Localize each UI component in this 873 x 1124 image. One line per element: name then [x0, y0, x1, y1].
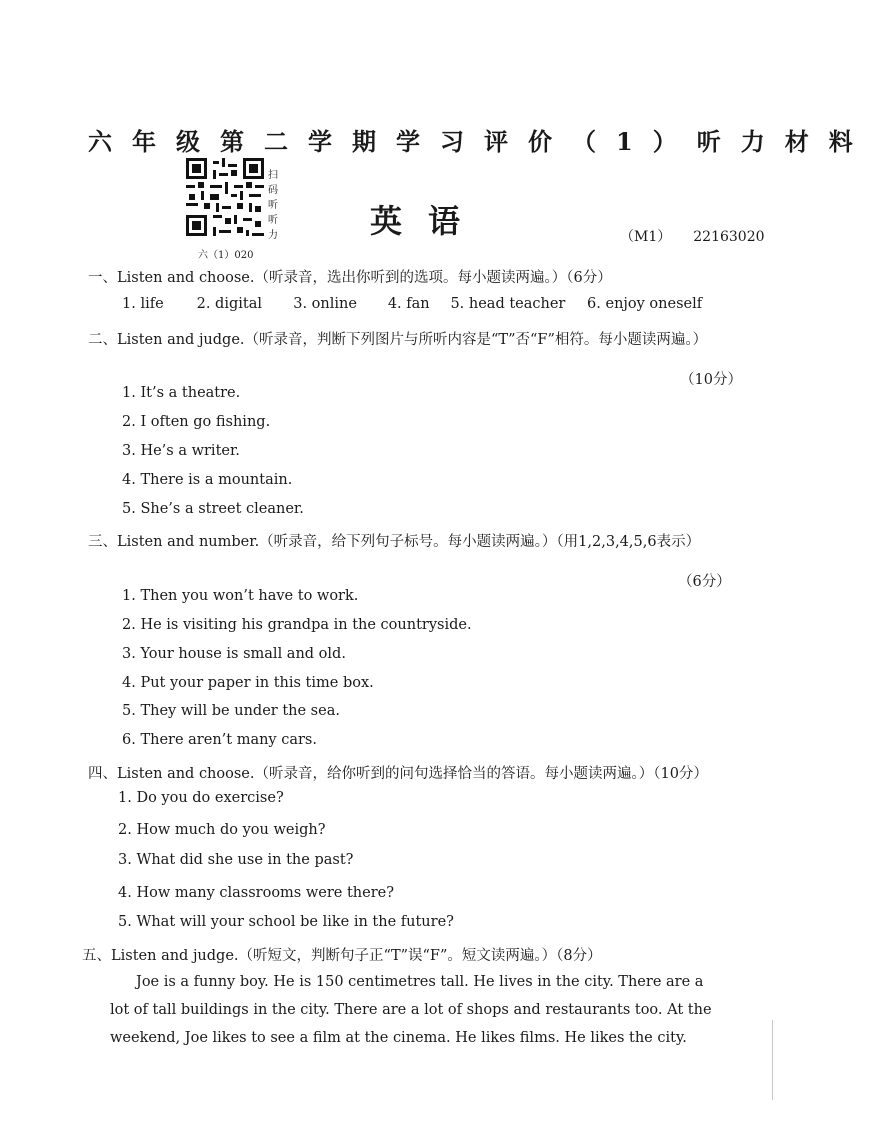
list-item: 4. Put your paper in this time box.	[122, 675, 374, 691]
list-item: 5. They will be under the sea.	[122, 703, 340, 719]
list-item: 3. What did she use in the past?	[118, 852, 354, 868]
section-heading: 三、Listen and number.（听录音，给下列句子标号。每小题读两遍。）（用1,2,3,4,5,6表示）	[88, 534, 701, 550]
section-heading: 二、Listen and judge.（听录音，判断下列图片与所听内容是“T”否“F”相符。每小题读两遍。）	[88, 332, 708, 348]
list-item: 5. head teacher	[450, 296, 566, 312]
list-item: 4. There is a mountain.	[122, 472, 293, 488]
list-item: 3. online	[293, 296, 357, 312]
scan-edge-line	[772, 1020, 773, 1100]
exam-code	[620, 226, 765, 246]
passage-text: Joe is a funny boy. He is 150 centimetres tall. He lives in the city. There are a lot of tall buildings in the city. There are a lot of shops and restaurants too. At the weekend, Joe likes to see a film at the cinema. He likes films. He likes the city.	[110, 974, 712, 1046]
list-item: 1. Do you do exercise?	[118, 790, 284, 806]
list-item: 4. How many classrooms were there?	[118, 885, 394, 901]
list-item: 2. digital	[196, 296, 263, 312]
list-item: 6. There aren’t many cars.	[122, 732, 317, 748]
section-1-items	[122, 296, 702, 312]
list-item: 1. It’s a theatre.	[122, 385, 241, 401]
list-item: 5. What will your school be like in the future?	[118, 914, 454, 930]
list-item: 2. I often go fishing.	[122, 414, 271, 430]
qr-code-icon	[186, 158, 264, 236]
subject-title: 英语	[370, 202, 487, 240]
list-item: 6. enjoy oneself	[587, 296, 703, 312]
list-item: 2. He is visiting his grandpa in the countryside.	[122, 617, 472, 633]
list-item: 1. Then you won’t have to work.	[122, 588, 359, 604]
list-item: 3. He’s a writer.	[122, 443, 240, 459]
qr-side-text: 扫码听听力	[268, 170, 278, 241]
qr-code-label: 六（1）020	[198, 250, 254, 261]
section-heading: 一、Listen and choose.（听录音，选出你听到的选项。每小题读两遍。）（6分）	[88, 270, 612, 286]
section-score: （10分）	[680, 372, 742, 388]
list-item: 3. Your house is small and old.	[122, 646, 346, 662]
edition-label: （M1）	[620, 229, 672, 245]
list-item: 5. She’s a street cleaner.	[122, 501, 304, 517]
code-number: 22163020	[693, 229, 765, 245]
page-title: 六年级第二学期学习评价（1）听力材料	[88, 127, 873, 156]
list-item: 2. How much do you weigh?	[118, 822, 326, 838]
list-item: 4. fan	[387, 296, 430, 312]
section-heading: 五、Listen and judge.（听短文，判断句子正“T”误“F”。短文读两遍。）（8分）	[82, 948, 602, 964]
list-item: 1. life	[122, 296, 164, 312]
qr-code-image	[186, 158, 264, 236]
section-heading: 四、Listen and choose.（听录音，给你听到的问句选择恰当的答语。每小题读两遍。）（10分）	[88, 766, 708, 782]
section-score: （6分）	[678, 574, 731, 590]
